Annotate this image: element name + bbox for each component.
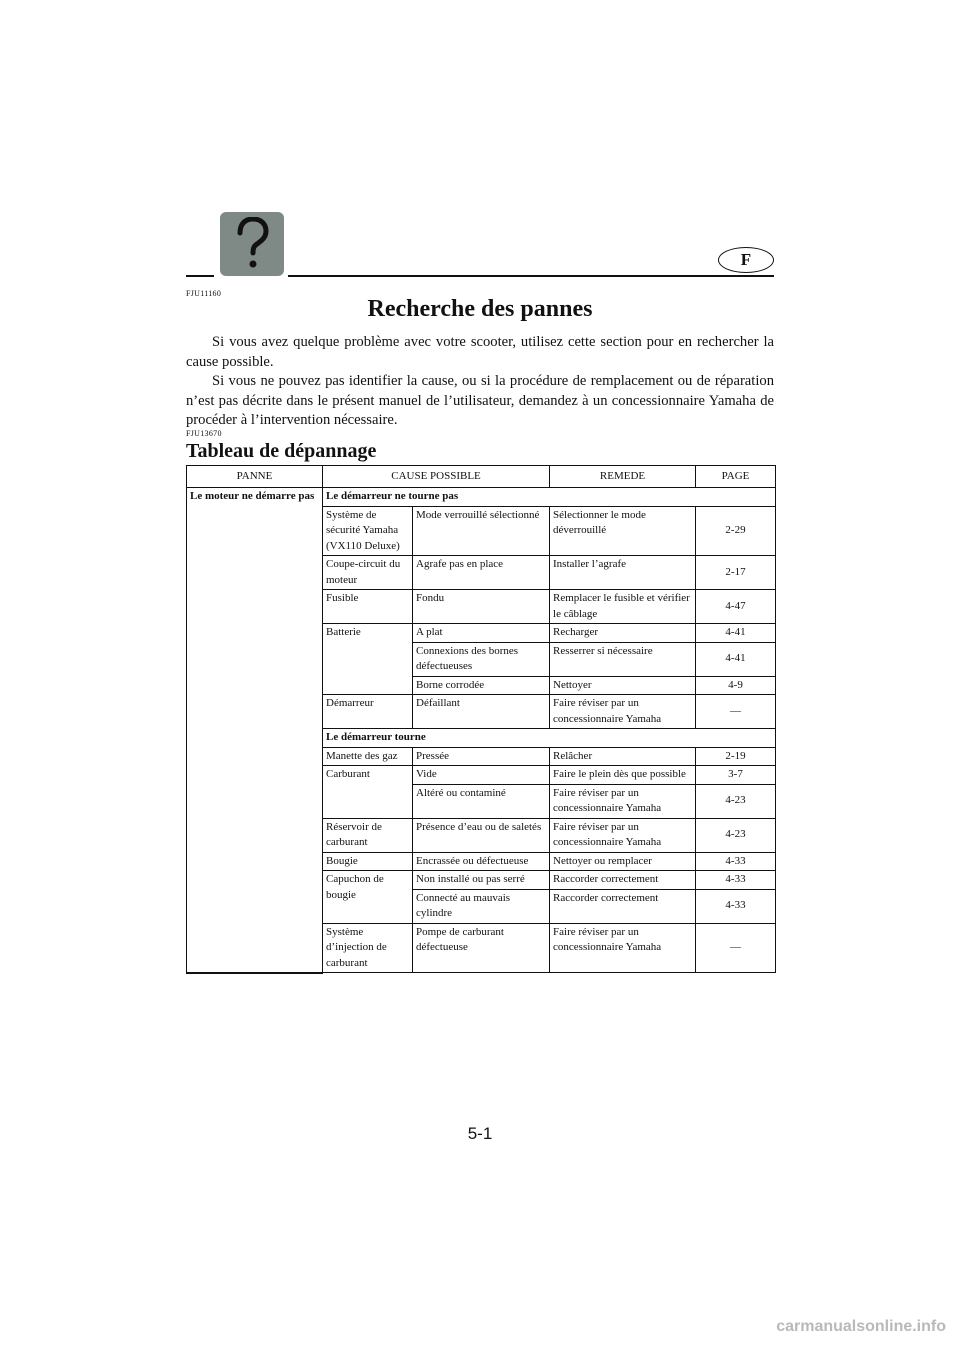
remede-cell: Relâcher [550, 747, 696, 766]
page-cell: — [696, 923, 776, 973]
cause-cell: Borne corrodée [413, 676, 550, 695]
cause-cell: Non installé ou pas serré [413, 871, 550, 890]
remede-cell: Sélectionner le mode déverrouillé [550, 506, 696, 556]
language-badge: F [718, 247, 774, 273]
page-cell: 2-17 [696, 556, 776, 590]
remede-cell: Resserrer si nécessaire [550, 642, 696, 676]
intro-paragraph: Si vous avez quelque problème avec votre scooter, utilisez cette section pour en rechercher la cause possible. [186, 334, 774, 370]
remede-cell: Installer l’agrafe [550, 556, 696, 590]
cause-cell: Défaillant [413, 695, 550, 729]
component-cell: Capuchon de bougie [323, 871, 413, 924]
header-cause: CAUSE POSSIBLE [323, 466, 550, 488]
remede-cell: Raccorder correctement [550, 889, 696, 923]
component-cell: Système d’injection de carburant [323, 923, 413, 973]
table-row [187, 488, 776, 507]
remede-cell: Faire réviser par un concessionnaire Yamaha [550, 695, 696, 729]
cause-cell: Présence d’eau ou de saletés [413, 818, 550, 852]
remede-cell: Faire le plein dès que possible [550, 766, 696, 785]
cause-cell: Vide [413, 766, 550, 785]
cause-cell: Mode verrouillé sélectionné [413, 506, 550, 556]
remede-cell: Nettoyer ou remplacer [550, 852, 696, 871]
section-code: FJU13670 [186, 429, 222, 438]
remede-cell: Faire réviser par un concessionnaire Yamaha [550, 784, 696, 818]
page-cell: 2-29 [696, 506, 776, 556]
page-cell: 4-33 [696, 852, 776, 871]
component-cell: Système de sécurité Yamaha (VX110 Deluxe) [323, 506, 413, 556]
cause-cell: Altéré ou contaminé [413, 784, 550, 818]
cause-cell: Pompe de carburant défectueuse [413, 923, 550, 973]
intro-paragraph: Si vous ne pouvez pas identifier la cause, ou si la procédure de remplacement ou de réparation n’est pas décrite dans le présent manuel de l’utilisateur, demandez à un concessionnaire Yamaha de procéder à l’intervention nécessaire. [186, 373, 774, 428]
component-cell: Carburant [323, 766, 413, 819]
watermark: carmanualsonline.info [776, 1318, 946, 1335]
component-cell: Réservoir de carburant [323, 818, 413, 852]
cause-cell: Pressée [413, 747, 550, 766]
page-cell: — [696, 695, 776, 729]
remede-cell: Remplacer le fusible et vérifier le câblage [550, 590, 696, 624]
table-header-row [187, 466, 776, 488]
section-code: FJU11160 [186, 289, 222, 298]
cause-cell: Fondu [413, 590, 550, 624]
remede-cell: Nettoyer [550, 676, 696, 695]
subheading-row: Le démarreur tourne [323, 729, 776, 748]
page-cell: 4-23 [696, 818, 776, 852]
question-mark-icon [220, 212, 284, 276]
page-cell: 4-9 [696, 676, 776, 695]
component-cell: Démarreur [323, 695, 413, 729]
table-title: Tableau de dépannage [186, 440, 377, 462]
cause-cell: Connecté au mauvais cylindre [413, 889, 550, 923]
page-cell: 4-23 [696, 784, 776, 818]
page-cell: 4-41 [696, 642, 776, 676]
page-cell: 2-19 [696, 747, 776, 766]
panne-cell: Le moteur ne démarre pas [187, 488, 323, 973]
cause-cell: Connexions des bornes défectueuses [413, 642, 550, 676]
remede-cell: Recharger [550, 624, 696, 643]
cause-cell: Encrassée ou défectueuse [413, 852, 550, 871]
header-panne: PANNE [187, 466, 323, 488]
header-page: PAGE [696, 466, 776, 488]
cause-cell: A plat [413, 624, 550, 643]
page-number: 5-1 [467, 1124, 493, 1143]
remede-cell: Faire réviser par un concessionnaire Yamaha [550, 923, 696, 973]
header-rule-left [186, 275, 214, 277]
page-cell: 4-33 [696, 871, 776, 890]
intro-text [186, 333, 774, 431]
page-cell: 4-41 [696, 624, 776, 643]
header-rule-right [288, 275, 774, 277]
cause-cell: Agrafe pas en place [413, 556, 550, 590]
component-cell: Coupe-circuit du moteur [323, 556, 413, 590]
page-cell: 4-33 [696, 889, 776, 923]
page-cell: 3-7 [696, 766, 776, 785]
troubleshooting-table [186, 465, 776, 974]
page-cell: 4-47 [696, 590, 776, 624]
remede-cell: Faire réviser par un concessionnaire Yamaha [550, 818, 696, 852]
component-cell: Manette des gaz [323, 747, 413, 766]
section-title: Recherche des pannes [367, 296, 593, 322]
component-cell: Fusible [323, 590, 413, 624]
remede-cell: Raccorder correctement [550, 871, 696, 890]
component-cell: Batterie [323, 624, 413, 695]
subheading-row: Le démarreur ne tourne pas [323, 488, 776, 507]
header-remede: REMEDE [550, 466, 696, 488]
component-cell: Bougie [323, 852, 413, 871]
